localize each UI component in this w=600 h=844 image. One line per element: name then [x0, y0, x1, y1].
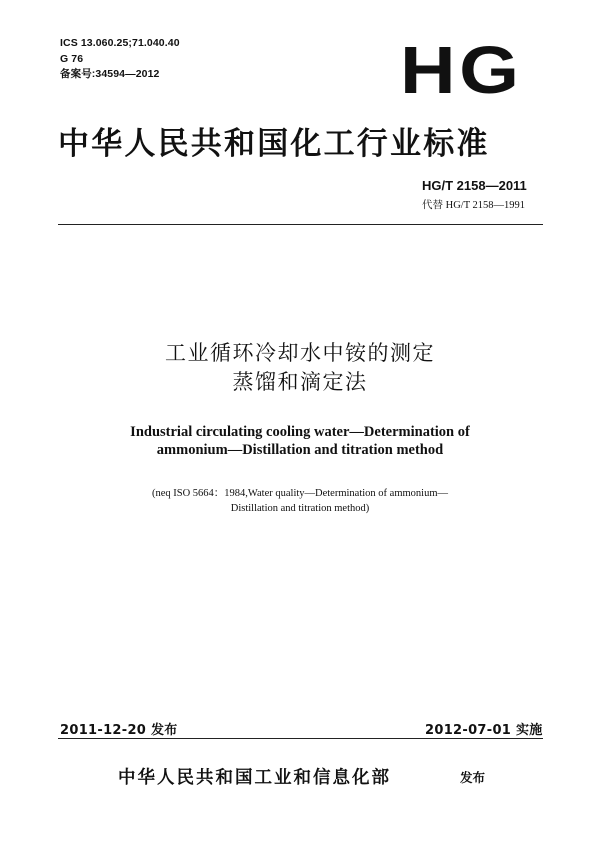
ics-code: ICS 13.060.25;71.040.40 [60, 37, 180, 49]
equivalence-note-line1: (neq ISO 5664：1984,Water quality—Determination of ammonium— [151, 488, 448, 499]
filing-number: 备案号:34594—2012 [60, 68, 160, 80]
title-cn-line2: 蒸馏和滴定法 [232, 370, 368, 394]
title-en-line1: Industrial circulating cooling water—Determination of [130, 424, 470, 440]
standard-title: 中华人民共和国化工行业标准 [58, 126, 490, 162]
title-en-line2: ammonium—Distillation and titration method [156, 442, 444, 458]
footer-divider [58, 738, 543, 739]
header-divider [58, 224, 543, 225]
hg-logo: HG [400, 33, 523, 108]
publish-label: 发布 [460, 770, 486, 785]
standard-code: HG/T 2158—2011 [422, 178, 527, 193]
issue-date: 2011-12-20 发布 [60, 723, 178, 738]
classification-code: G 76 [60, 53, 84, 65]
equivalence-note-line2: Distillation and titration method) [230, 503, 370, 514]
replaces-note: 代替 HG/T 2158—1991 [422, 200, 526, 211]
implementation-date: 2012-07-01 实施 [425, 723, 543, 738]
issuing-authority: 中华人民共和国工业和信息化部 [118, 768, 391, 788]
title-cn-line1: 工业循环冷却水中铵的测定 [165, 341, 435, 365]
